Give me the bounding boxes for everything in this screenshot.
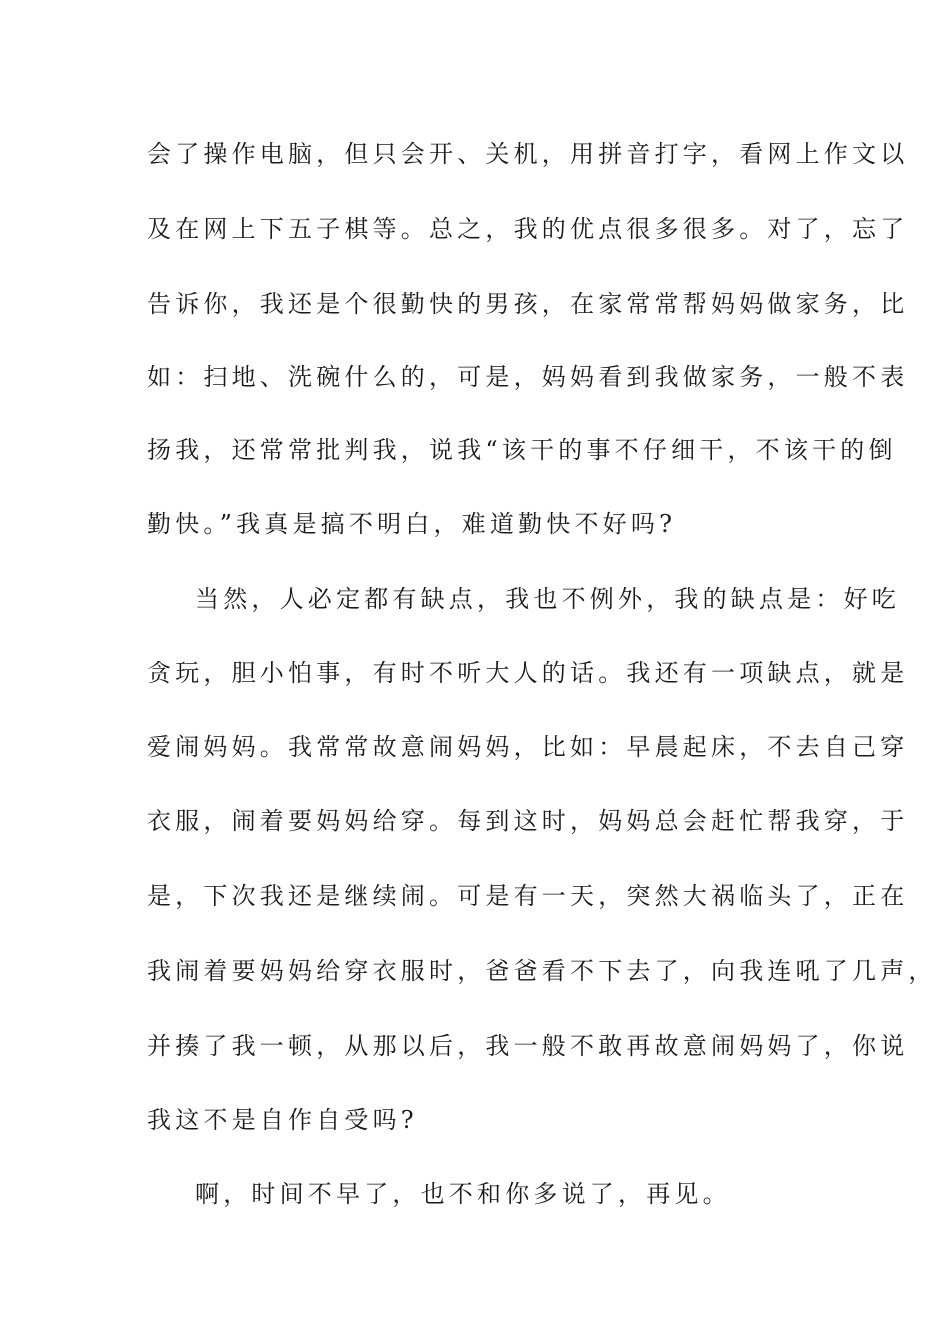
text-line: 并揍了我一顿，从那以后，我一般不敢再故意闹妈妈了，你说 — [147, 1032, 909, 1060]
text-line: 扬我，还常常批判我，说我“该干的事不仔细干，不该干的倒 — [147, 436, 897, 464]
text-line: 如：扫地、洗碗什么的，可是，妈妈看到我做家务，一般不表 — [147, 363, 909, 391]
text-line: 我这不是自作自受吗? — [147, 1106, 418, 1134]
text-line: 爱闹妈妈。我常常故意闹妈妈，比如：早晨起床，不去自己穿 — [147, 733, 909, 761]
text-line: 及在网上下五子棋等。总之，我的优点很多很多。对了，忘了 — [147, 215, 909, 243]
text-line: 告诉你，我还是个很勤快的男孩，在家常常帮妈妈做家务，比 — [147, 290, 909, 318]
text-line: 衣服，闹着要妈妈给穿。每到这时，妈妈总会赶忙帮我穿，于 — [147, 807, 909, 835]
text-line: 我闹着要妈妈给穿衣服时，爸爸看不下去了，向我连吼了几声， — [147, 957, 937, 985]
text-line: 是，下次我还是继续闹。可是有一天，突然大祸临头了，正在 — [147, 882, 909, 910]
paragraph-start-line: 啊，时间不早了，也不和你多说了，再见。 — [195, 1180, 731, 1208]
text-line: 会了操作电脑，但只会开、关机，用拼音打字，看网上作文以 — [147, 140, 909, 168]
text-line: 勤快。”我真是搞不明白，难道勤快不好吗? — [147, 510, 677, 538]
text-line: 贪玩，胆小怕事，有时不听大人的话。我还有一项缺点，就是 — [147, 659, 909, 687]
paragraph-start-line: 当然，人必定都有缺点，我也不例外，我的缺点是：好吃 — [195, 585, 900, 613]
